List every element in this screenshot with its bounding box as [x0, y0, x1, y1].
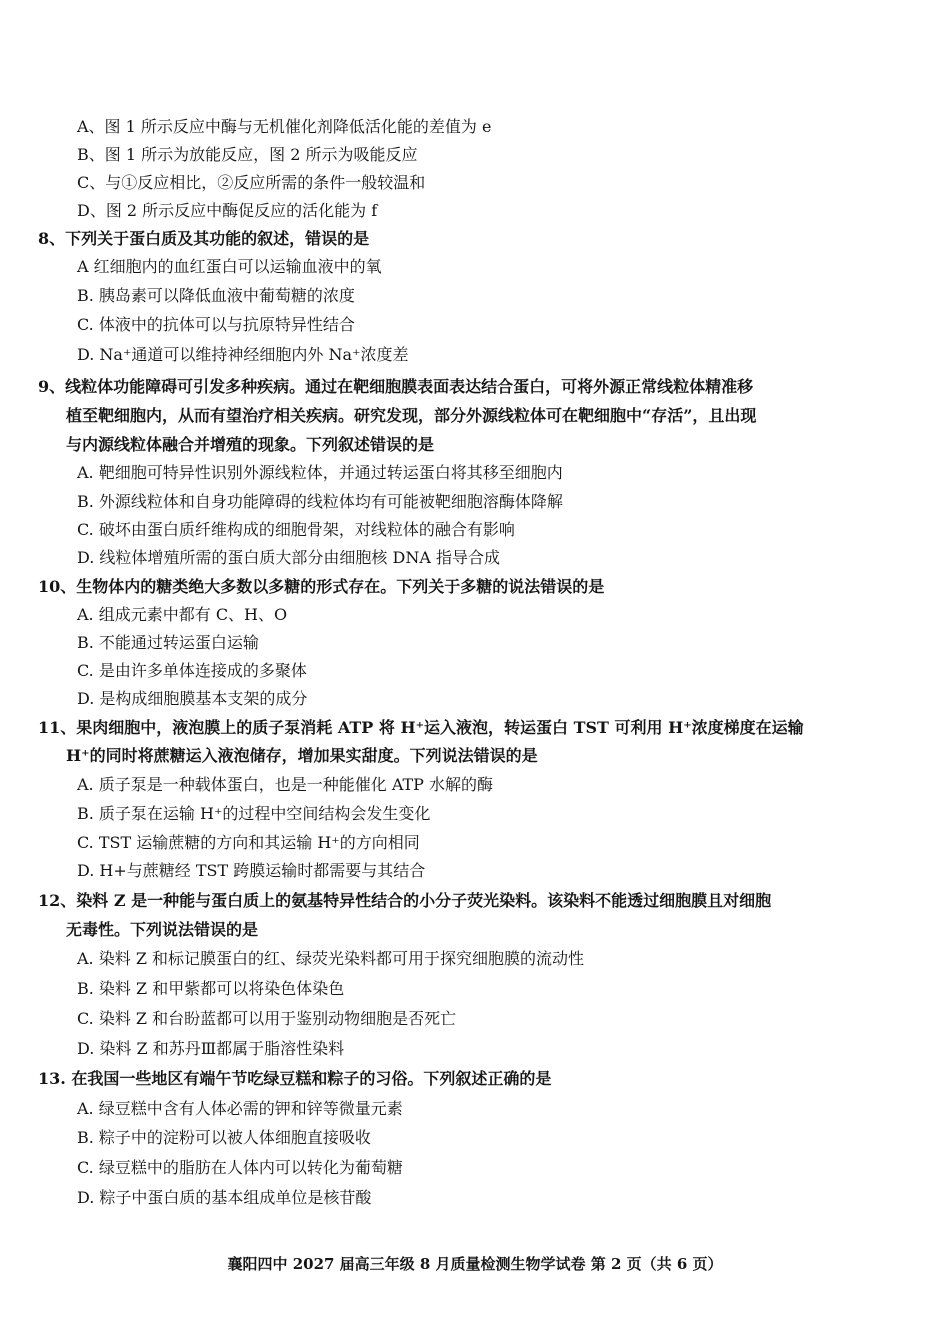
q7-option-c: C、与①反应相比，②反应所需的条件一般较温和	[77, 173, 426, 192]
question-9-stem-line1: 9、线粒体功能障碍可引发多种疾病。通过在靶细胞膜表面表达结合蛋白，可将外源正常线粒体精准移	[38, 377, 754, 396]
q10-option-a: A. 组成元素中都有 C、H、O	[77, 605, 288, 624]
q9-option-c: C. 破坏由蛋白质纤维构成的细胞骨架，对线粒体的融合有影响	[77, 520, 515, 539]
q10-option-d: D. 是构成细胞膜基本支架的成分	[77, 689, 308, 708]
q10-option-b: B. 不能通过转运蛋白运输	[77, 633, 259, 652]
question-10-stem: 10、生物体内的糖类绝大多数以多糖的形式存在。下列关于多糖的说法错误的是	[38, 577, 605, 596]
q8-option-d: D. Na⁺通道可以维持神经细胞内外 Na⁺浓度差	[77, 345, 409, 364]
q12-option-a: A. 染料 Z 和标记膜蛋白的红、绿荧光染料都可用于探究细胞膜的流动性	[77, 949, 585, 968]
q9-option-b: B. 外源线粒体和自身功能障碍的线粒体均有可能被靶细胞溶酶体降解	[77, 492, 563, 511]
question-11-stem-line2: H⁺的同时将蔗糖运入液泡储存，增加果实甜度。下列说法错误的是	[66, 746, 538, 765]
q7-option-d: D、图 2 所示反应中酶促反应的活化能为 f	[77, 201, 378, 220]
q9-option-a: A. 靶细胞可特异性识别外源线粒体，并通过转运蛋白将其移至细胞内	[77, 463, 563, 482]
q12-option-d: D. 染料 Z 和苏丹Ⅲ都属于脂溶性染料	[77, 1039, 345, 1058]
q8-option-b: B. 胰岛素可以降低血液中葡萄糖的浓度	[77, 286, 355, 305]
question-9-stem-line3: 与内源线粒体融合并增殖的现象。下列叙述错误的是	[66, 435, 435, 454]
question-11-stem-line1: 11、果肉细胞中，液泡膜上的质子泵消耗 ATP 将 H⁺运入液泡，转运蛋白 TST 可利用 H⁺浓度梯度在运输	[38, 718, 804, 737]
q11-option-b: B. 质子泵在运输 H⁺的过程中空间结构会发生变化	[77, 804, 431, 823]
question-12-stem-line2: 无毒性。下列说法错误的是	[66, 920, 259, 939]
q13-option-d: D. 粽子中蛋白质的基本组成单位是核苷酸	[77, 1188, 372, 1207]
q11-option-d: D. H+与蔗糖经 TST 跨膜运输时都需要与其结合	[77, 861, 426, 880]
q11-option-c: C. TST 运输蔗糖的方向和其运输 H⁺的方向相同	[77, 833, 420, 852]
q13-option-a: A. 绿豆糕中含有人体必需的钾和锌等微量元素	[77, 1099, 403, 1118]
question-13-stem: 13. 在我国一些地区有端午节吃绿豆糕和粽子的习俗。下列叙述正确的是	[38, 1069, 552, 1088]
q13-option-c: C. 绿豆糕中的脂肪在人体内可以转化为葡萄糖	[77, 1158, 403, 1177]
question-9-stem-line2: 植至靶细胞内，从而有望治疗相关疾病。研究发现，部分外源线粒体可在靶细胞中“存活”，且出现	[66, 406, 757, 425]
page-footer: 襄阳四中 2027 届高三年级 8 月质量检测生物学试卷 第 2 页（共 6 页）	[227, 1255, 723, 1273]
q12-option-b: B. 染料 Z 和甲紫都可以将染色体染色	[77, 979, 345, 998]
q11-option-a: A. 质子泵是一种载体蛋白，也是一种能催化 ATP 水解的酶	[77, 775, 494, 794]
q9-option-d: D. 线粒体增殖所需的蛋白质大部分由细胞核 DNA 指导合成	[77, 548, 500, 567]
q7-option-a: A、图 1 所示反应中酶与无机催化剂降低活化能的差值为 e	[77, 117, 492, 136]
q12-option-c: C. 染料 Z 和台盼蓝都可以用于鉴别动物细胞是否死亡	[77, 1009, 457, 1028]
q13-option-b: B. 粽子中的淀粉可以被人体细胞直接吸收	[77, 1128, 371, 1147]
question-8-stem: 8、下列关于蛋白质及其功能的叙述，错误的是	[38, 229, 370, 248]
q7-option-b: B、图 1 所示为放能反应，图 2 所示为吸能反应	[77, 145, 418, 164]
q10-option-c: C. 是由许多单体连接成的多聚体	[77, 661, 307, 680]
q8-option-c: C. 体液中的抗体可以与抗原特异性结合	[77, 315, 355, 334]
q8-option-a: A 红细胞内的血红蛋白可以运输血液中的氧	[77, 257, 382, 276]
question-12-stem-line1: 12、染料 Z 是一种能与蛋白质上的氨基特异性结合的小分子荧光染料。该染料不能透过细胞膜且对细胞	[38, 891, 772, 910]
